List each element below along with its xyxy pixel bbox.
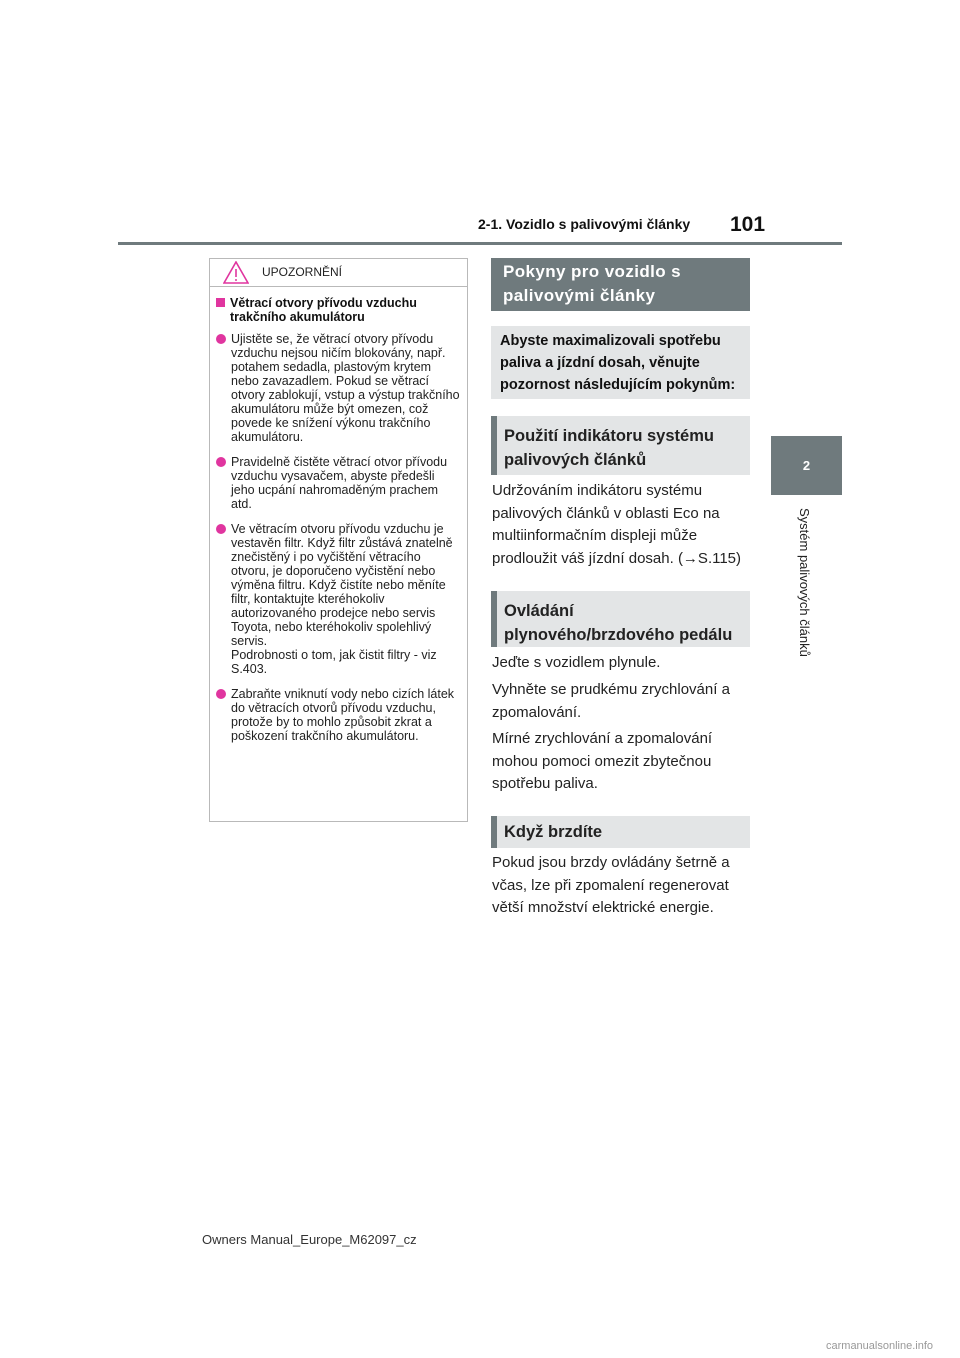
warning-item xyxy=(214,332,461,444)
warning-item-text: Pravidelně čistěte větrací otvor přívodu vzduchu vysavačem, abyste předešli jeho ucpání nahromaděným prachem atd. xyxy=(231,455,448,511)
warning-item-content xyxy=(231,522,461,676)
warning-item-note: Podrobnosti o tom, jak čistit filtry - viz S.403. xyxy=(231,648,437,676)
warning-heading-text: Větrací otvory přívodu vzduchu trakčního akumulátoru xyxy=(230,296,417,324)
warning-item xyxy=(214,522,461,676)
main-heading: Pokyny pro vozidlo s palivovými články xyxy=(491,258,750,311)
circle-bullet-icon xyxy=(216,524,226,534)
paragraph: Vyhněte se prudkému zrychlování a zpomalování. xyxy=(492,681,730,721)
header-rule xyxy=(118,242,842,245)
section-title-pedal: Ovládání plynového/brzdového pedálu xyxy=(491,591,750,647)
paragraph: Mírné zrychlování a zpomalování mohou pomoci omezit zbytečnou spotřebu paliva. xyxy=(492,730,713,792)
circle-bullet-icon xyxy=(216,457,226,467)
square-bullet-icon xyxy=(216,298,225,307)
circle-bullet-icon xyxy=(216,689,226,699)
warning-title: UPOZORNĚNÍ xyxy=(262,265,343,279)
warning-box xyxy=(209,258,468,822)
circle-bullet-icon xyxy=(216,334,226,344)
section-title-indicator: Použití indikátoru systému palivových článků xyxy=(491,416,750,475)
watermark: carmanualsonline.info xyxy=(826,1340,934,1352)
paragraph: Udržováním indikátoru systému palivových článků v oblasti Eco na multiinformačním displeji může prodloužit váš jízdní dosah. (→S.115) xyxy=(492,482,742,567)
warning-triangle-icon xyxy=(223,261,249,284)
warning-header xyxy=(210,259,467,287)
warning-item xyxy=(214,455,461,511)
section-title-braking: Když brzdíte xyxy=(491,816,750,848)
warning-item-text: Zabraňte vniknutí vody nebo cizích látek do větracích otvorů přívodu vzduchu, protože by to mohlo způsobit zkrat a poškození trakčního akumulátoru. xyxy=(231,687,455,743)
warning-item xyxy=(214,687,461,743)
warning-item-text: Ve větracím otvoru přívodu vzduchu je vestavěn filtr. Když filtr zůstává znatelně znečistěný i po vyčištění větracího otvoru, je doporučeno vyčistění nebo výměna filtru. Když čistíte nebo měníte filtr, kontaktujte kteréhokoliv autorizovaného prodejce nebo servis Toyota, nebo kteréhokoliv spolehlivý servis. xyxy=(231,522,453,648)
warning-item-text: Ujistěte se, že větrací otvory přívodu vzduchu nejsou ničím blokovány, např. potahem sedadla, plastovým krytem nebo zavazadlem. Pokud se větrací otvory zablokují, vstup a výstup trakčního akumulátoru může být omezen, což povede ke snížení výkonu trakčního akumulátoru. xyxy=(231,332,460,444)
warning-heading xyxy=(214,296,461,324)
chapter-title-vertical: Systém palivových článků xyxy=(797,508,812,657)
header-section-title: 2-1. Vozidlo s palivovými články xyxy=(478,216,691,232)
intro-box: Abyste maximalizovali spotřebu paliva a jízdní dosah, věnujte pozornost následujícím pokynům: xyxy=(491,326,750,399)
paragraph: Jeďte s vozidlem plynule. xyxy=(492,654,661,671)
page-number: 101 xyxy=(730,213,766,236)
warning-body xyxy=(210,287,467,743)
footer-manual-id: Owners Manual_Europe_M62097_cz xyxy=(202,1232,417,1247)
paragraph: Pokud jsou brzdy ovládány šetrně a včas, lze při zpomalení regenerovat větší množství elektrické energie. xyxy=(492,854,730,916)
chapter-tab[interactable]: 2 xyxy=(771,436,842,495)
